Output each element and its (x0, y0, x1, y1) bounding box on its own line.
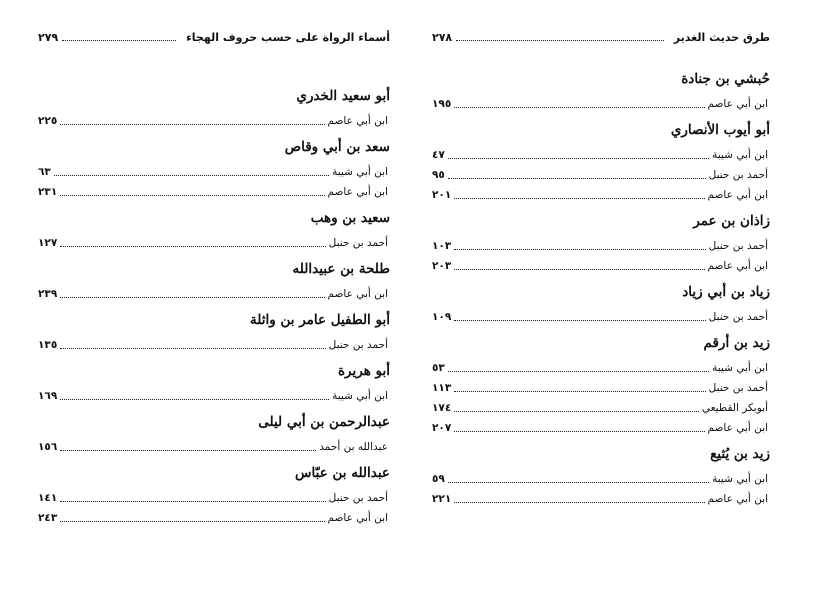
source-entry (432, 185, 770, 205)
narrator-group (38, 310, 390, 355)
dot-leader (448, 172, 706, 179)
source-name: ابن أبي شيبة (712, 362, 768, 374)
narrator-group (38, 259, 390, 304)
page-reference: ١٢٧ (38, 237, 58, 249)
dot-leader (60, 444, 316, 451)
page-reference: ١١٣ (432, 382, 452, 394)
source-name: ابن أبي عاصم (327, 512, 388, 524)
page-reference: ١٠٣ (432, 240, 452, 252)
dot-leader (60, 291, 324, 298)
narrator-name: حُبشي بن جنادة (681, 71, 770, 87)
source-name: أحمد بن حنبل (708, 382, 768, 394)
dot-leader (456, 34, 664, 41)
narrator-group (432, 211, 770, 276)
narrator-index (38, 80, 390, 533)
source-entry (38, 508, 390, 528)
dot-leader (448, 476, 709, 483)
page-reference: ٢٤٣ (38, 512, 58, 524)
narrator-name: زياد بن أبي زياد (682, 284, 770, 300)
page-reference: ١٦٩ (38, 390, 58, 402)
source-entry (38, 335, 390, 355)
narrator-name: عبدالله بن عبّاس (295, 465, 390, 481)
source-entry (38, 182, 390, 202)
source-name: أحمد بن حنبل (328, 237, 388, 249)
source-name: ابن أبي عاصم (327, 186, 388, 198)
source-entry (38, 111, 390, 131)
source-name: ابن أبي شيبة (712, 473, 768, 485)
dot-leader (454, 263, 704, 270)
page-reference: ١٣٥ (38, 339, 58, 351)
right-page-header (432, 28, 770, 46)
page-reference: ٢٠٧ (432, 422, 452, 434)
source-entry (38, 284, 390, 304)
page-reference: ٢٣٩ (38, 288, 58, 300)
dot-leader (454, 385, 705, 392)
source-name: أحمد بن حنبل (708, 169, 768, 181)
page-reference: ٢٣١ (38, 186, 58, 198)
source-name: ابن أبي عاصم (707, 422, 768, 434)
narrator-group (432, 120, 770, 205)
page-reference: ٤٧ (432, 149, 445, 161)
source-entry (38, 437, 390, 457)
source-name: أحمد بن حنبل (328, 492, 388, 504)
page-reference: ١٤١ (38, 492, 58, 504)
source-entry (38, 233, 390, 253)
dot-leader (60, 189, 324, 196)
page-reference: ٢٢٥ (38, 115, 58, 127)
dot-leader (454, 405, 699, 412)
source-entry (38, 386, 390, 406)
source-name: أحمد بن حنبل (708, 311, 768, 323)
dot-leader (60, 495, 325, 502)
source-name: ابن أبي عاصم (707, 98, 768, 110)
narrator-name: زيد بن أرقم (703, 335, 770, 351)
running-title: طرق حديث الغدير (673, 30, 770, 44)
source-entry (432, 165, 770, 185)
source-entry (432, 307, 770, 327)
page-reference: ١٩٥ (432, 98, 452, 110)
page-reference: ٢٠١ (432, 189, 452, 201)
dot-leader (60, 515, 324, 522)
page-number: ٢٧٩ (38, 30, 59, 44)
source-name: ابن أبي عاصم (327, 288, 388, 300)
dot-leader (60, 118, 324, 125)
dot-leader (62, 34, 176, 41)
narrator-name: عبدالرحمن بن أبي ليلى (258, 414, 390, 430)
narrator-group (38, 361, 390, 406)
source-name: عبدالله بن أحمد (319, 441, 388, 453)
source-name: أحمد بن حنبل (328, 339, 388, 351)
narrator-group (38, 86, 390, 131)
narrator-group (38, 208, 390, 253)
source-name: ابن أبي عاصم (707, 260, 768, 272)
source-entry (432, 378, 770, 398)
narrator-group (38, 463, 390, 528)
source-name: أحمد بن حنبل (708, 240, 768, 252)
dot-leader (454, 192, 704, 199)
source-entry (432, 145, 770, 165)
source-name: ابن أبي شيبة (712, 149, 768, 161)
dot-leader (54, 169, 329, 176)
narrator-name: أبو هريرة (337, 363, 390, 379)
narrator-group (432, 444, 770, 509)
source-entry (38, 162, 390, 182)
page-reference: ٢٢١ (432, 493, 452, 505)
page-reference: ٦٣ (38, 166, 51, 178)
narrator-name: زاذان بن عمر (693, 213, 770, 229)
narrator-name: أبو الطفيل عامر بن واثلة (250, 312, 390, 328)
source-name: أبوبكر القطيعي (701, 402, 768, 414)
right-page (432, 0, 770, 601)
dot-leader (454, 243, 705, 250)
page-reference: ٩٥ (432, 169, 445, 181)
source-entry (432, 236, 770, 256)
dot-leader (448, 365, 709, 372)
page-reference: ١٠٩ (432, 311, 452, 323)
source-name: ابن أبي عاصم (707, 493, 768, 505)
dot-leader (60, 240, 325, 247)
source-entry (38, 488, 390, 508)
narrator-group (38, 412, 390, 457)
source-name: ابن أبي شيبة (332, 166, 388, 178)
narrator-group (432, 282, 770, 327)
source-name: ابن أبي عاصم (327, 115, 388, 127)
page-number: ٢٧٨ (432, 30, 453, 44)
dot-leader (454, 101, 704, 108)
narrator-name: زيد بن يُثيع (710, 446, 770, 462)
left-page-header (38, 28, 390, 46)
page-reference: ٥٩ (432, 473, 445, 485)
dot-leader (454, 496, 704, 503)
narrator-group (38, 137, 390, 202)
narrator-name: أبو أيوب الأنصاري (670, 122, 770, 138)
source-entry (432, 256, 770, 276)
page-reference: ٥٣ (432, 362, 445, 374)
narrator-name: سعيد بن وهب (310, 210, 390, 226)
narrator-index (432, 63, 770, 514)
left-page (38, 0, 390, 601)
source-entry (432, 358, 770, 378)
dot-leader (454, 314, 705, 321)
source-entry (432, 489, 770, 509)
narrator-name: أبو سعيد الخدري (296, 88, 390, 104)
source-entry (432, 469, 770, 489)
page-reference: ٢٠٣ (432, 260, 452, 272)
source-entry (432, 418, 770, 438)
page-reference: ١٧٤ (432, 402, 452, 414)
source-name: ابن أبي عاصم (707, 189, 768, 201)
narrator-name: سعد بن أبي وقاص (284, 139, 390, 155)
source-name: ابن أبي شيبة (332, 390, 388, 402)
source-entry (432, 398, 770, 418)
dot-leader (454, 425, 704, 432)
narrator-group (432, 69, 770, 114)
narrator-group (432, 333, 770, 438)
narrator-name: طلحة بن عبيدالله (292, 261, 390, 277)
dot-leader (60, 393, 329, 400)
running-title: أسماء الرواة على حسب حروف الهجاء (186, 30, 390, 44)
dot-leader (448, 152, 709, 159)
page-reference: ١٥٦ (38, 441, 58, 453)
source-entry (432, 94, 770, 114)
dot-leader (60, 342, 325, 349)
